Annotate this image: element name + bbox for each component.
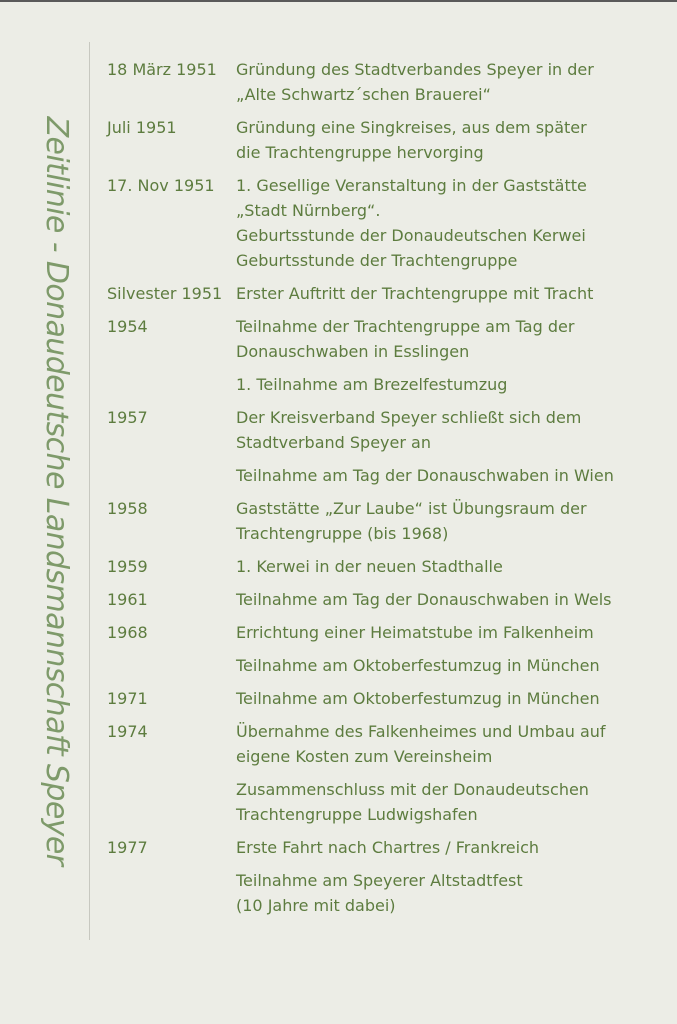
timeline-event: Gaststätte „Zur Laube“ ist Übungsraum der Trachtengruppe (bis 1968) [236,499,587,543]
timeline-event: 1. Kerwei in der neuen Stadthalle [236,557,503,576]
timeline-date [107,868,236,918]
timeline-date: 1954 [107,317,148,336]
timeline-event: Teilnahme am Tag der Donauschwaben in Wien [236,466,614,485]
timeline-row [107,587,667,612]
timeline-date: 17. Nov 1951 [107,176,215,195]
timeline-date: 1957 [107,408,148,427]
timeline-row [107,777,667,827]
timeline-date: Juli 1951 [107,118,177,137]
side-title-container [28,36,84,946]
timeline-event: Teilnahme am Speyerer Altstadtfest (10 Jahre mit dabei) [236,871,523,915]
timeline-event: Errichtung einer Heimatstube im Falkenheim [236,623,594,642]
timeline-row [107,463,667,488]
timeline-date: Silvester 1951 [107,284,223,303]
timeline-event: Der Kreisverband Speyer schließt sich dem Stadtverband Speyer an [236,408,582,452]
timeline-date: 1968 [107,623,148,642]
timeline-row [107,868,667,918]
timeline-row [107,686,667,711]
timeline-row [107,173,667,273]
timeline-row [107,496,667,546]
timeline-event: Erster Auftritt der Trachtengruppe mit Tracht [236,284,594,303]
timeline-date: 1958 [107,499,148,518]
timeline-date: 1977 [107,838,148,857]
timeline-event: Teilnahme am Tag der Donauschwaben in Wels [236,590,612,609]
timeline-row [107,835,667,860]
timeline-row [107,57,667,107]
timeline-event: Erste Fahrt nach Chartres / Frankreich [236,838,540,857]
vertical-divider [89,42,90,940]
timeline-date [107,372,236,397]
timeline-date: 1971 [107,689,148,708]
timeline-row [107,719,667,769]
timeline-row [107,653,667,678]
timeline-event: 1. Gesellige Veranstaltung in der Gaststätte „Stadt Nürnberg“. Geburtsstunde der Donaudeutschen Kerwei Geburtsstunde der Trachtengruppe [236,176,587,270]
timeline-row [107,314,667,364]
timeline-event: Zusammenschluss mit der Donaudeutschen Trachtengruppe Ludwigshafen [236,780,589,824]
timeline-date: 1974 [107,722,148,741]
timeline-event: Teilnahme am Oktoberfestumzug in München [236,656,600,675]
timeline-date [107,463,236,488]
timeline-event: 1. Teilnahme am Brezelfestumzug [236,375,508,394]
timeline-event: Gründung des Stadtverbandes Speyer in der „Alte Schwartz´schen Brauerei“ [236,60,594,104]
timeline-row [107,115,667,165]
top-rule [0,0,677,2]
timeline-event: Teilnahme am Oktoberfestumzug in München [236,689,600,708]
timeline-date: 1959 [107,557,148,576]
page-title: Zeitlinie - Donaudeutsche Landsmannschaft Speyer [39,116,74,866]
timeline-row [107,281,667,306]
timeline-date: 18 März 1951 [107,60,217,79]
timeline-date: 1961 [107,590,148,609]
timeline-row [107,554,667,579]
timeline-date [107,653,236,678]
timeline-date [107,777,236,827]
timeline-row [107,620,667,645]
timeline-event: Teilnahme der Trachtengruppe am Tag der Donauschwaben in Esslingen [236,317,575,361]
timeline-row [107,372,667,397]
timeline-row [107,405,667,455]
timeline-event: Übernahme des Falkenheimes und Umbau auf eigene Kosten zum Vereinsheim [236,722,606,766]
timeline-event: Gründung eine Singkreises, aus dem später die Trachtengruppe hervorging [236,118,587,162]
timeline [107,57,667,926]
